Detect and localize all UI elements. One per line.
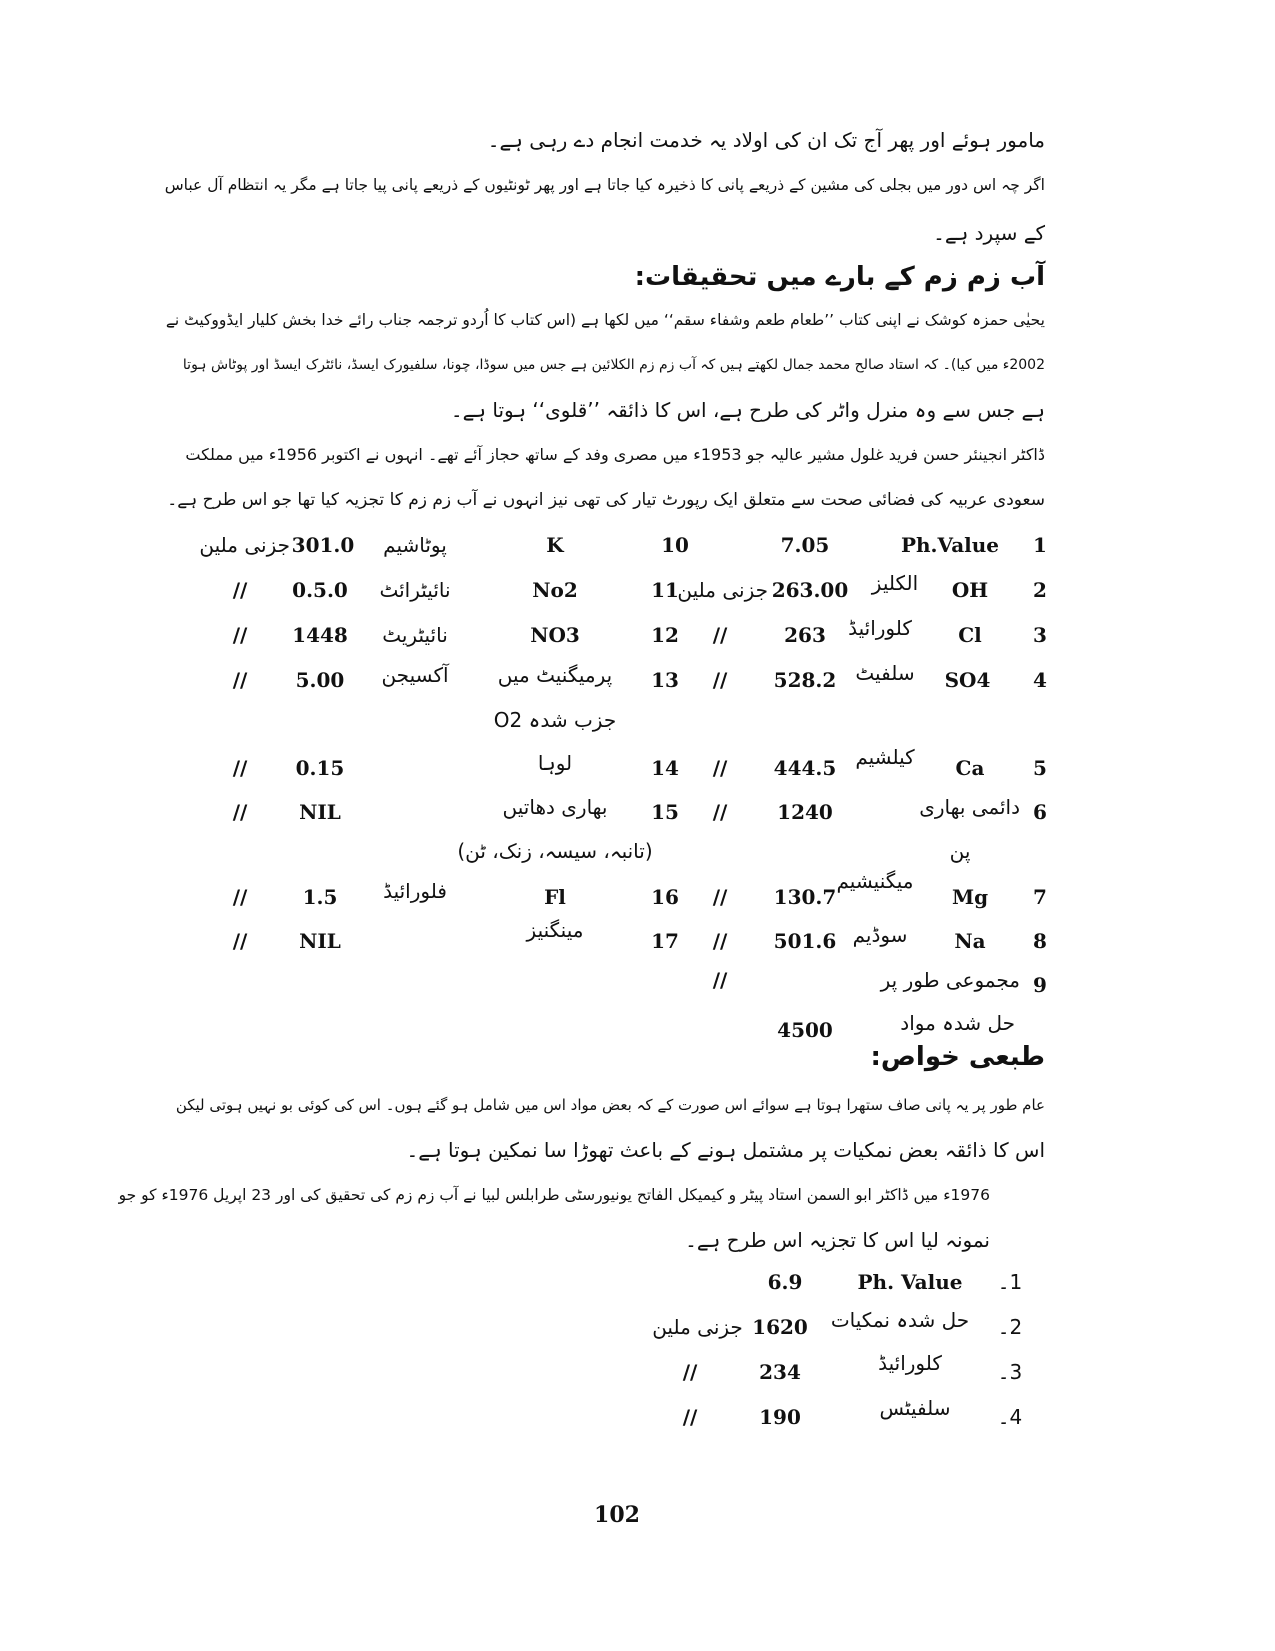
row-number: 16: [651, 885, 679, 909]
paragraph-line: ڈاکٹر انجینئر حسن فرید غلول مشیر عالیہ جو 1953ء میں مصری وفد کے ساتھ حجاز آئے تھے۔ انہوں نے اکتوبر 1956ء میں مملکت: [185, 445, 1045, 464]
item-name: Cl: [958, 623, 982, 647]
item-unit: //: [712, 800, 728, 824]
row-number: 5: [1033, 756, 1047, 780]
paragraph-line: اس کا ذائقہ بعض نمکیات پر مشتمل ہونے کے باعث تھوڑا سا نمکین ہوتا ہے۔: [406, 1138, 1045, 1162]
item-name: Mg: [951, 885, 989, 909]
item-unit: //: [232, 623, 248, 647]
row-number: 1۔: [997, 1270, 1023, 1294]
item-unit: //: [712, 668, 728, 692]
item-value: 1620: [752, 1315, 808, 1339]
item-urdu-name: نائیٹرائٹ: [379, 578, 451, 602]
row-number: 3۔: [997, 1360, 1023, 1384]
item-value: 1.5: [302, 885, 338, 909]
item-value: 7.05: [780, 533, 830, 557]
row-number: 2۔: [997, 1315, 1023, 1339]
item-value: 1240: [777, 800, 833, 824]
item-name: حل شدہ نمکیات: [830, 1308, 970, 1332]
section-heading: آب زم زم کے بارے میں تحقیقات:: [634, 262, 1045, 292]
item-name: Fl: [544, 885, 566, 909]
item-value: 263: [784, 623, 826, 647]
row-number: 12: [651, 623, 679, 647]
item-unit: جزنی ملین: [199, 533, 290, 557]
row-number: 15: [651, 800, 679, 824]
item-name: No2: [532, 578, 578, 602]
item-name: Ph. Value: [857, 1270, 963, 1294]
item-value: NIL: [299, 800, 341, 824]
item-unit: //: [712, 929, 728, 953]
item-urdu-name: الکلیز: [871, 571, 919, 595]
row-number: 4۔: [997, 1405, 1023, 1429]
item-value: 6.9: [767, 1270, 803, 1294]
item-urdu-name: کیلشیم: [855, 745, 915, 769]
paragraph-line: مامور ہوئے اور پھر آج تک ان کی اولاد یہ خدمت انجام دے رہی ہے۔: [487, 128, 1045, 152]
item-value: 263.00: [771, 578, 849, 602]
paragraph-line: سعودی عربیہ کی فضائی صحت سے متعلق ایک رپورٹ تیار کی تھی نیز انہوں نے آب زم زم کا تجزیہ کیا تھا جو اس طرح ہے۔: [167, 490, 1045, 510]
item-unit: //: [232, 578, 248, 602]
item-name: مجموعی طور پر: [880, 968, 1020, 992]
item-value: 528.2: [773, 668, 837, 692]
row-number: 13: [651, 668, 679, 692]
item-value: 4500: [777, 1018, 833, 1042]
item-name: Na: [954, 929, 986, 953]
item-unit: //: [712, 885, 728, 909]
item-value: 444.5: [773, 756, 837, 780]
paragraph-line: عام طور پر یہ پانی صاف ستھرا ہوتا ہے سوائے اس صورت کے کہ بعض مواد اس میں شامل ہو گئے ہوں۔ اس کی کوئی بو نہیں ہوتی لیکن: [175, 1096, 1045, 1114]
item-value: 190: [759, 1405, 801, 1429]
item-name: سلفیٹس: [879, 1396, 951, 1420]
item-unit: //: [232, 885, 248, 909]
item-urdu-name: سلفیٹ: [855, 661, 915, 685]
row-number: 11: [651, 578, 679, 602]
item-unit: //: [232, 756, 248, 780]
item-unit: //: [712, 756, 728, 780]
item-name: دائمی بھاری: [919, 795, 1020, 819]
row-number: 1: [1033, 533, 1047, 557]
row-number: 14: [651, 756, 679, 780]
item-urdu-name: فلورائیڈ: [383, 879, 447, 903]
item-unit: //: [682, 1405, 698, 1429]
paragraph-line: 2002ء میں کیا)۔ کہ استاد صالح محمد جمال لکھتے ہیں کہ آب زم زم الکلائین ہے جس میں سوڈا، چونا، سلفیورک ایسڈ، نائٹرک ایسڈ اور پوٹاش ہوتا: [182, 357, 1045, 373]
row-number: 6: [1033, 800, 1047, 824]
item-value: 234: [759, 1360, 801, 1384]
item-value: 1448: [292, 623, 348, 647]
item-unit: //: [712, 968, 728, 992]
item-value: 501.6: [773, 929, 837, 953]
item-value: 0.15: [295, 756, 345, 780]
page-number: 102: [594, 1502, 640, 1528]
item-value: 5.00: [295, 668, 345, 692]
item-urdu-name: نائیٹریٹ: [382, 623, 448, 647]
row-number: 10: [661, 533, 689, 557]
item-value: 130.7: [773, 885, 837, 909]
row-number: 9: [1033, 973, 1047, 997]
item-urdu-name: میگنیشیم: [836, 869, 914, 893]
paragraph-line: کے سپرد ہے۔: [933, 221, 1045, 245]
row-number: 2: [1033, 578, 1047, 602]
item-unit: //: [712, 623, 728, 647]
paragraph-line: اگر چہ اس دور میں بجلی کی مشین کے ذریعے پانی کا ذخیرہ کیا جاتا ہے اور پھر ٹونٹیوں کے ذریعے پانی پیا جاتا ہے مگر یہ انتظام آل عباس: [164, 176, 1045, 194]
item-name: بھاری دھاتیں: [502, 795, 608, 819]
section-heading: طبعی خواص:: [870, 1042, 1045, 1072]
paragraph-line: ہے جس سے وہ منرل واٹر کی طرح ہے، اس کا ذائقہ ’’قلوی‘‘ ہوتا ہے۔: [450, 398, 1045, 422]
row-number: 17: [651, 929, 679, 953]
item-name-line2: جزب شدہ O2: [493, 708, 617, 732]
item-urdu-name: سوڈیم: [852, 923, 908, 947]
item-name: لوہا: [537, 751, 573, 775]
item-name-line2: پن: [949, 839, 971, 863]
paragraph-line: 1976ء میں ڈاکٹر ابو السمن استاد پیٹر و کیمیکل الفاتح یونیورسٹی طرابلس لبیا نے آب زم زم کی تحقیق کی اور 23 اپریل 1976ء کو جو: [118, 1186, 990, 1204]
item-value: NIL: [299, 929, 341, 953]
item-name: کلورائیڈ: [878, 1351, 942, 1375]
paragraph-line: یحیٰی حمزہ کوشک نے اپنی کتاب ’’طعام طعم وشفاء سقم‘‘ میں لکھا ہے (اس کتاب کا اُردو ترجمہ جناب رائے خدا بخش کلیار ایڈووکیٹ نے: [165, 311, 1045, 329]
item-name: Ca: [955, 756, 985, 780]
item-name: Ph.Value: [900, 533, 1000, 557]
item-value: 0.5.0: [292, 578, 348, 602]
item-unit: //: [232, 800, 248, 824]
row-number: 7: [1033, 885, 1047, 909]
item-name: OH: [951, 578, 989, 602]
item-unit: جزنی ملین: [652, 1315, 743, 1339]
row-number: 4: [1033, 668, 1047, 692]
item-urdu-name: آکسیجن: [381, 663, 449, 687]
item-name: NO3: [530, 623, 580, 647]
item-unit: //: [682, 1360, 698, 1384]
item-name-line2: حل شدہ مواد: [900, 1011, 1015, 1035]
item-name: پرمیگنیٹ میں: [497, 663, 613, 687]
item-name-line2: (تانبہ، سیسہ، زنک، ٹن): [457, 839, 653, 863]
row-number: 3: [1033, 623, 1047, 647]
item-name: K: [546, 533, 564, 557]
item-name: مینگنیز: [526, 918, 584, 942]
item-unit: //: [232, 929, 248, 953]
item-urdu-name: پوٹاشیم: [383, 533, 447, 557]
row-number: 8: [1033, 929, 1047, 953]
item-urdu-name: کلورائیڈ: [848, 616, 912, 640]
paragraph-line: نمونہ لیا اس کا تجزیہ اس طرح ہے۔: [685, 1228, 990, 1252]
item-unit: //: [232, 668, 248, 692]
item-name: SO4: [944, 668, 991, 692]
item-value: 301.0: [291, 533, 355, 557]
item-unit: جزنی ملین: [677, 578, 768, 602]
